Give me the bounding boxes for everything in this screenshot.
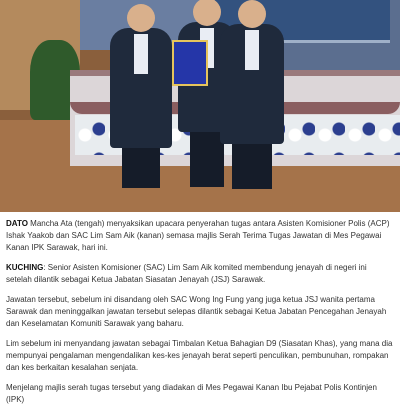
photo-caption: [0, 212, 400, 254]
caption-text: Mancha Ata (tengah) menyaksikan upacara penyerahan tugas antara Asisten Komisioner Polis (ACP) Ishak Yaakob dan SAC Lim Sam Aik (kanan) semasa majlis Serah Terima Tugas Jawatan di Mes Pegawai Kanan IPK Sarawak, hari ini.: [6, 219, 390, 252]
photo-officer-head: [238, 0, 266, 28]
caption-lead: DATO: [6, 219, 28, 228]
photo-officer-left: [110, 28, 172, 148]
photo-officer-right: [220, 24, 284, 144]
article-paragraph-3: Lim sebelum ini menyandang jawatan sebagai Timbalan Ketua Bahagian D9 (Siasatan Khas), yang mana dia mempunyai pengalaman mengendalikan kes-kes jenayah berat seperti penculikan, pembunuhan, rompakan dan kes berkaitan kesalahan senjata.: [6, 339, 393, 372]
photo-officer-shirt: [245, 30, 259, 70]
photo-officer-shirt: [134, 34, 148, 74]
article-dateline: KUCHING: [6, 263, 44, 272]
article-paragraph-1-text: : Senior Asisten Komisioner (SAC) Lim Sam Aik komited membendung jenayah di negeri ini setelah dilantik sebagai Ketua Jabatan Siasatan Jenayah (JSJ) Sarawak.: [6, 263, 367, 284]
photo-officer-legs: [122, 148, 160, 188]
article-paragraph-2: Jawatan tersebut, sebelum ini disandang oleh SAC Wong Ing Fung yang juga ketua JSJ wanita pertama Sarawak dan meninggalkan jawatan tersebut selepas dilantik sebagai Ketua Jabatan Pencegahan Jenayah dan Keselamatan Komuniti Sarawak yang baharu.: [6, 295, 387, 328]
article-paragraph-1: [0, 254, 400, 286]
photo-officer-head: [127, 4, 155, 32]
article-paragraph-4: Menjelang majlis serah tugas tersebut yang diadakan di Mes Pegawai Kanan Ibu Pejabat Polis Kontinjen (IPK): [6, 383, 377, 404]
photo-officer-legs: [190, 132, 224, 187]
photo-handover-folder: [172, 40, 208, 86]
photo-officer-legs: [232, 144, 272, 189]
photo-officer-head: [193, 0, 221, 26]
